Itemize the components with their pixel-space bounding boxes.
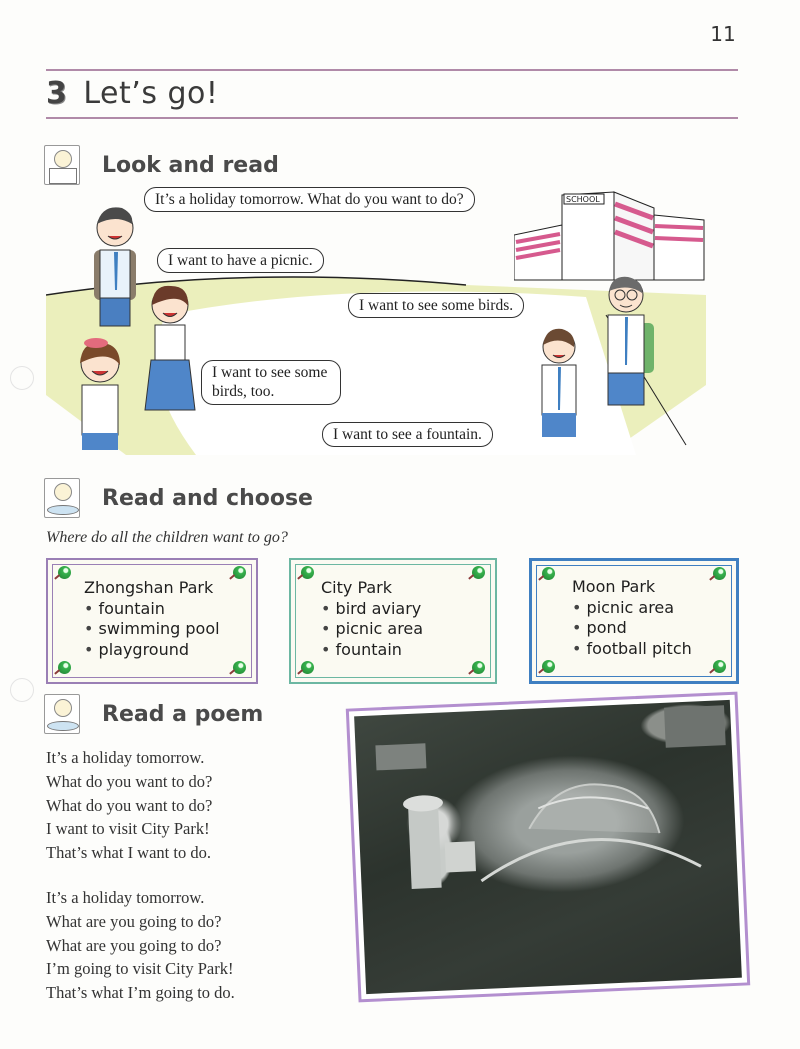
park-name: Zhongshan Park [84,578,214,597]
park-feature: • fountain [84,599,220,620]
pushpin-icon [301,661,314,674]
poem-line: I want to visit City Park! [46,819,210,839]
speech-bubble: I want to have a picnic. [157,248,324,273]
pushpin-icon [58,566,71,579]
boy-illustration [534,325,584,450]
poem-line: That’s what I’m going to do. [46,983,235,1003]
mascot-with-plate-icon [44,478,80,518]
section-heading: Read a poem [102,701,264,727]
pushpin-icon [542,660,555,673]
poem-line: What are you going to do? [46,911,222,931]
pushpin-icon [472,661,485,674]
section-look-and-read [44,145,279,185]
title-rule-bottom [46,117,738,119]
park-feature: • football pitch [572,639,692,660]
speech-bubble: It’s a holiday tomorrow. What do you want to do? [144,187,475,212]
park-name: City Park [321,578,393,597]
park-feature: • fountain [321,640,423,661]
girl-illustration [141,280,201,440]
reading-mascot-icon [44,145,80,185]
speech-bubble: I want to see a fountain. [322,422,493,447]
poem-line: It’s a holiday tomorrow. [46,748,205,767]
small-girl-illustration [68,335,138,450]
question-text: Where do all the children want to go? [46,529,288,546]
boy-illustration [86,200,146,345]
aviary-photo-image [354,700,742,994]
page-number: 11 [703,22,743,52]
park-card-city[interactable] [289,558,497,684]
park-feature: • bird aviary [321,599,423,620]
mascot-with-plate-icon [44,694,80,734]
section-read-and-choose [44,478,313,518]
poem-line: I’m going to visit City Park! [46,959,234,979]
svg-text:SCHOOL: SCHOOL [566,195,600,204]
pushpin-icon [301,566,314,579]
poem-line: What do you want to do? [46,795,213,815]
unit-title-text: Let’s go! [83,76,219,111]
speech-bubble: I want to see some birds, too. [201,360,341,405]
pushpin-icon [233,661,246,674]
speech-bubble: I want to see some birds. [348,293,524,318]
title-rule-top [46,69,738,71]
poem-line: What are you going to do? [46,935,222,955]
section-read-a-poem [44,694,263,734]
pushpin-icon [713,567,726,580]
illustration-scene [46,185,706,455]
aviary-dome-illustration [354,700,742,994]
school-building-illustration [514,190,706,285]
park-card-zhongshan[interactable] [46,558,258,684]
park-feature: • picnic area [321,619,423,640]
pushpin-icon [58,661,71,674]
poem-stanza [46,886,235,1005]
aviary-photo [346,692,750,1003]
park-name: Moon Park [572,577,656,596]
poem-stanza [46,746,235,865]
pushpin-icon [542,567,555,580]
park-card-moon[interactable] [529,558,739,684]
park-feature: • pond [572,618,692,639]
park-feature: • picnic area [572,598,692,619]
pushpin-icon [472,566,485,579]
boy-with-glasses-illustration [598,273,656,453]
poem-line: What do you want to do? [46,771,213,791]
pushpin-icon [233,566,246,579]
binder-hole [10,366,34,390]
section-heading: Look and read [102,152,279,178]
unit-title [46,76,218,111]
park-feature: • playground [84,640,220,661]
poem-line: It’s a holiday tomorrow. [46,887,205,907]
poem [46,746,235,1005]
pushpin-icon [713,660,726,673]
section-heading: Read and choose [102,485,313,511]
park-feature: • swimming pool [84,619,220,640]
poem-line: That’s what I want to do. [46,843,211,863]
binder-hole [10,678,34,702]
unit-number: 3 [46,76,68,111]
